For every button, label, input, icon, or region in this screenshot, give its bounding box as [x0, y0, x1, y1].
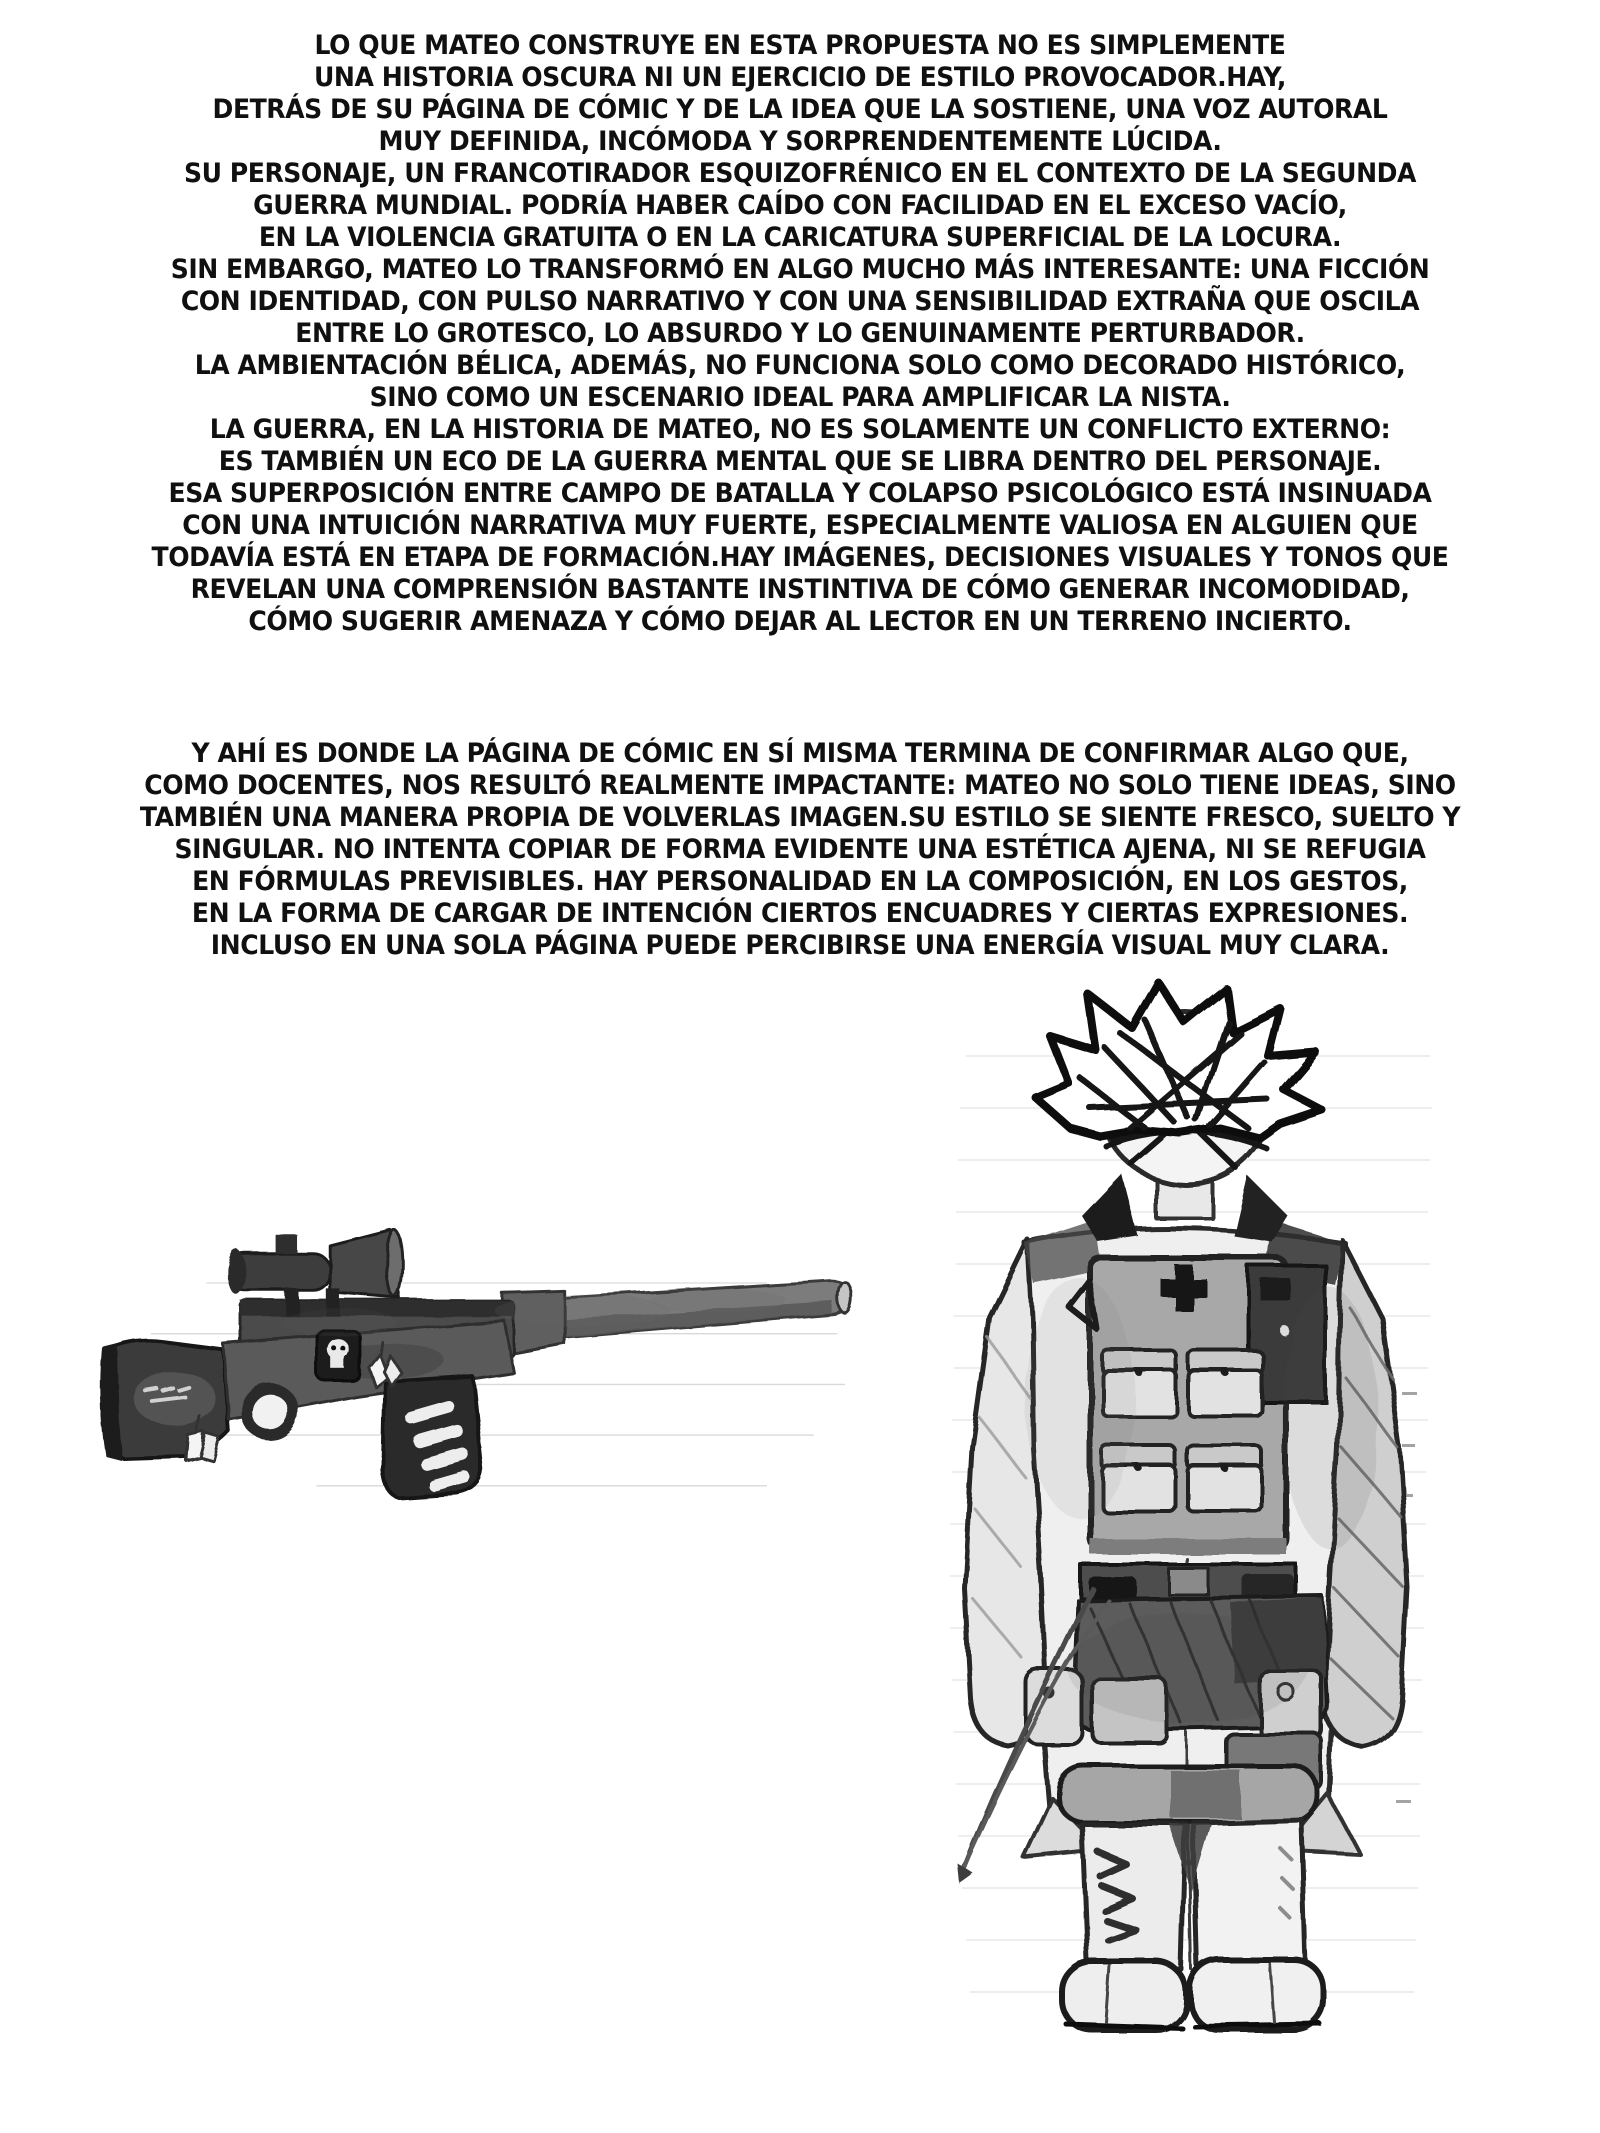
essay-line: UNA HISTORIA OSCURA NI UN EJERCICIO DE ESTILO PROVOCADOR.HAY,: [314, 62, 1286, 93]
essay-line: CÓMO SUGERIR AMENAZA Y CÓMO DEJAR AL LECTOR EN UN TERRENO INCIERTO.: [248, 606, 1352, 637]
essay-line: SIN EMBARGO, MATEO LO TRANSFORMÓ EN ALGO MUCHO MÁS INTERESANTE: UNA FICCIÓN: [170, 254, 1430, 285]
essay-line: SU PERSONAJE, UN FRANCOTIRADOR ESQUIZOFRÉNICO EN EL CONTEXTO DE LA SEGUNDA: [183, 158, 1416, 189]
essay-line: ES TAMBIÉN UN ECO DE LA GUERRA MENTAL QUE SE LIBRA DENTRO DEL PERSONAJE.: [218, 446, 1382, 477]
essay-line: EN FÓRMULAS PREVISIBLES. HAY PERSONALIDAD EN LA COMPOSICIÓN, EN LOS GESTOS,: [192, 866, 1408, 897]
essay-line: Y AHÍ ES DONDE LA PÁGINA DE CÓMIC EN SÍ MISMA TERMINA DE CONFIRMAR ALGO QUE,: [191, 738, 1409, 769]
essay-line: TODAVÍA ESTÁ EN ETAPA DE FORMACIÓN.HAY IMÁGENES, DECISIONES VISUALES Y TONOS QUE: [151, 542, 1449, 573]
essay-line: TAMBIÉN UNA MANERA PROPIA DE VOLVERLAS IMAGEN.SU ESTILO SE SIENTE FRESCO, SUELTO Y: [139, 802, 1461, 833]
rifle-sketch: [88, 1205, 900, 1517]
scanned-document-page: [0, 0, 1600, 962]
essay-line: CON UNA INTUICIÓN NARRATIVA MUY FUERTE, ESPECIALMENTE VALIOSA EN ALGUIEN QUE: [182, 510, 1418, 541]
essay-paragraph-2: [0, 738, 1600, 962]
essay-line: REVELAN UNA COMPRENSIÓN BASTANTE INSTINTIVA DE CÓMO GENERAR INCOMODIDAD,: [190, 574, 1410, 605]
essay-line: MUY DEFINIDA, INCÓMODA Y SORPRENDENTEMENTE LÚCIDA.: [378, 126, 1222, 157]
essay-line: INCLUSO EN UNA SOLA PÁGINA PUEDE PERCIBIRSE UNA ENERGÍA VISUAL MUY CLARA.: [210, 930, 1390, 961]
essay-line: EN LA FORMA DE CARGAR DE INTENCIÓN CIERTOS ENCUADRES Y CIERTAS EXPRESIONES.: [191, 898, 1409, 929]
essay-line: GUERRA MUNDIAL. PODRÍA HABER CAÍDO CON FACILIDAD EN EL EXCESO VACÍO,: [253, 190, 1347, 221]
essay-line: CON IDENTIDAD, CON PULSO NARRATIVO Y CON UNA SENSIBILIDAD EXTRAÑA QUE OSCILA: [180, 286, 1420, 317]
essay-line: DETRÁS DE SU PÁGINA DE CÓMIC Y DE LA IDEA QUE LA SOSTIENE, UNA VOZ AUTORAL: [212, 94, 1388, 125]
essay-line: LA GUERRA, EN LA HISTORIA DE MATEO, NO ES SOLAMENTE UN CONFLICTO EXTERNO:: [209, 414, 1391, 445]
essay-line: SINO COMO UN ESCENARIO IDEAL PARA AMPLIFICAR LA NISTA.: [369, 382, 1231, 413]
essay-line: EN LA VIOLENCIA GRATUITA O EN LA CARICATURA SUPERFICIAL DE LA LOCURA.: [258, 222, 1342, 253]
essay-line: ESA SUPERPOSICIÓN ENTRE CAMPO DE BATALLA Y COLAPSO PSICOLÓGICO ESTÁ INSINUADA: [168, 478, 1432, 509]
soldier-sketch: [930, 978, 1462, 2050]
essay-line: SINGULAR. NO INTENTA COPIAR DE FORMA EVIDENTE UNA ESTÉTICA AJENA, NI SE REFUGIA: [174, 834, 1426, 865]
essay-text: [0, 0, 1600, 962]
essay-paragraph-1: [0, 0, 1600, 638]
essay-line: COMO DOCENTES, NOS RESULTÓ REALMENTE IMPACTANTE: MATEO NO SOLO TIENE IDEAS, SINO: [144, 770, 1456, 801]
essay-line: LA AMBIENTACIÓN BÉLICA, ADEMÁS, NO FUNCIONA SOLO COMO DECORADO HISTÓRICO,: [194, 350, 1406, 381]
essay-line: LO QUE MATEO CONSTRUYE EN ESTA PROPUESTA NO ES SIMPLEMENTE: [314, 30, 1286, 61]
essay-line: ENTRE LO GROTESCO, LO ABSURDO Y LO GENUINAMENTE PERTURBADOR.: [295, 318, 1305, 349]
